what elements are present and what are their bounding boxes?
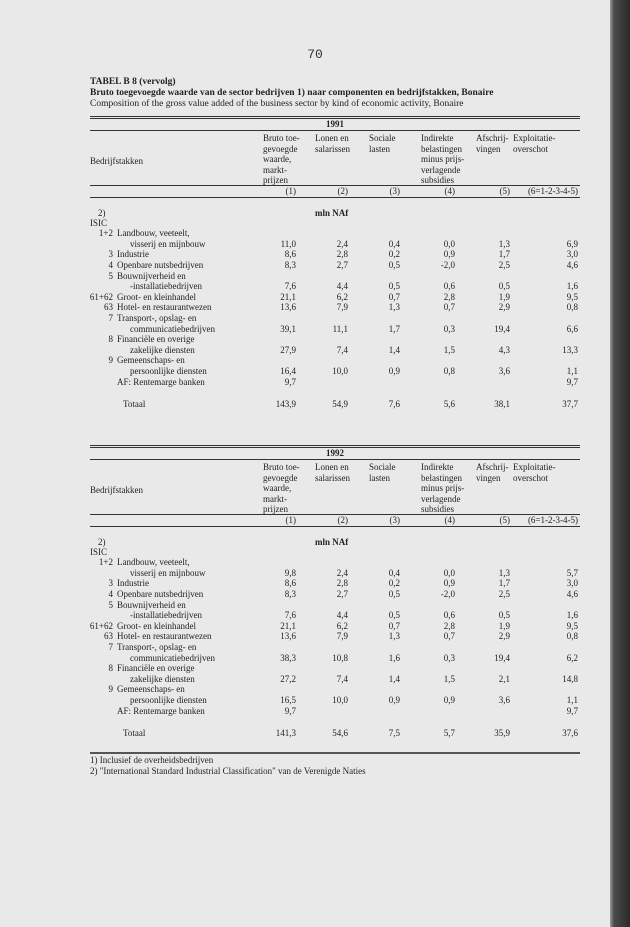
cell-value: 1,3 (388, 302, 400, 313)
cell-value: 0,7 (388, 291, 400, 302)
row-label: AF: Rentemarge banken (117, 705, 205, 716)
isic-label: ISIC (90, 217, 108, 228)
cell-value: 2,5 (498, 588, 510, 599)
cell-value: 1,4 (388, 344, 400, 355)
column-header: gevoegde (263, 143, 298, 154)
column-header: belastingen (421, 472, 462, 483)
cell-value: 1,7 (498, 578, 510, 589)
isic-code: 3 (108, 578, 113, 589)
column-number: (4) (444, 186, 455, 196)
row-label: persoonlijke diensten (130, 694, 207, 705)
footnote-divider (90, 752, 580, 754)
cell-value: 8,6 (284, 249, 296, 260)
column-header: gevoegde (263, 472, 298, 483)
column-number: (2) (337, 186, 348, 196)
cell-value: 0,9 (443, 694, 455, 705)
cell-value: 4,6 (566, 259, 578, 270)
row-label: Industrie (117, 249, 149, 260)
cell-value: 0,5 (388, 259, 400, 270)
unit-label: mln NAf (315, 208, 349, 218)
cell-value: 13,3 (562, 344, 578, 355)
cell-value: 10,0 (332, 365, 348, 376)
cell-value: 7,6 (284, 281, 296, 292)
header-bottom-rule (90, 197, 580, 198)
column-header: minus prijs- (421, 483, 465, 494)
cell-value: 2,8 (443, 620, 455, 631)
column-header: Indirekte (421, 462, 454, 472)
row-label: zakelijke diensten (130, 673, 195, 684)
cell-value: 1,9 (498, 620, 510, 631)
table-id: TABEL B 8 (vervolg) (90, 77, 176, 87)
cell-value: 1,3 (498, 567, 510, 578)
row-label: Industrie (117, 578, 149, 589)
year-heading: 1991 (326, 119, 344, 129)
cell-value: 16,5 (280, 694, 296, 705)
cell-value: 2,7 (336, 588, 348, 599)
column-header: prijzen (263, 504, 288, 515)
column-number: (4) (444, 515, 455, 525)
page-number: 70 (307, 47, 323, 62)
total-value: 37,7 (562, 398, 578, 409)
cell-value: 0,0 (443, 238, 455, 249)
column-header: Lonen en (315, 462, 349, 472)
column-header: prijzen (263, 175, 288, 186)
column-header: waarde, (263, 154, 292, 165)
isic-label: ISIC (90, 546, 108, 557)
cell-value: 3,6 (498, 365, 510, 376)
cell-value: 8,3 (284, 588, 296, 599)
column-header: vingen (476, 143, 501, 154)
cell-value: 2,5 (498, 259, 510, 270)
row-label: Gemeenschaps- en (117, 355, 185, 366)
column-header: verlagende (421, 493, 461, 504)
cell-value: 4,3 (498, 344, 510, 355)
cell-value: 0,5 (498, 281, 510, 292)
cell-value: 1,1 (566, 694, 578, 705)
row-label: Transport-, opslag- en (117, 641, 197, 652)
cell-value: 6,2 (566, 652, 578, 663)
total-value: 7,5 (388, 727, 400, 738)
row-label: Transport-, opslag- en (117, 312, 197, 323)
column-header: markt- (263, 493, 287, 504)
total-value: 5,6 (443, 398, 455, 409)
cell-value: 3,6 (498, 694, 510, 705)
row-label: Hotel- en restaurantwezen (117, 302, 212, 313)
cell-value: 5,7 (566, 567, 578, 578)
cell-value: 1,9 (498, 291, 510, 302)
cell-value: -2,0 (440, 259, 455, 270)
column-header: lasten (369, 143, 390, 154)
column-header: markt- (263, 164, 287, 175)
cell-value: 0,2 (388, 249, 400, 260)
cell-value: 2,8 (336, 578, 348, 589)
cell-value: 0,4 (388, 567, 400, 578)
column-number: (5) (499, 515, 510, 525)
cell-value: 1,4 (388, 673, 400, 684)
isic-code: 7 (108, 312, 113, 323)
row-label: Groot- en kleinhandel (117, 291, 196, 302)
row-label: Openbare nutsbedrijven (117, 259, 204, 270)
cell-value: 19,4 (494, 323, 510, 334)
row-label: AF: Rentemarge banken (117, 376, 205, 387)
row-label: Landbouw, veeteelt, (117, 228, 190, 239)
total-value: 35,9 (494, 727, 510, 738)
cell-value: 9,7 (566, 705, 578, 716)
cell-value: 11,0 (280, 238, 296, 249)
total-value: 38,1 (494, 398, 510, 409)
cell-value: 1,6 (566, 610, 578, 621)
column-header: waarde, (263, 483, 292, 494)
column-header: Exploitatie- (513, 133, 556, 143)
row-label: communicatiebedrijven (130, 323, 215, 334)
column-header: overschot (513, 143, 548, 154)
column-header: verlagende (421, 164, 461, 175)
row-label: Financiële en overige (117, 334, 195, 345)
total-label: Totaal (123, 727, 146, 738)
isic-code: 4 (108, 588, 113, 599)
column-header: Bruto toe- (263, 462, 300, 472)
total-value: 5,7 (443, 727, 455, 738)
cell-value: 1,5 (443, 673, 455, 684)
header-bottom-rule (90, 526, 580, 527)
row-label: -installatiebedrijven (130, 281, 202, 292)
isic-code: 61+62 (89, 620, 113, 631)
column-header: Sociale (369, 462, 396, 472)
year-rule (90, 130, 580, 131)
cell-value: 0,9 (388, 694, 400, 705)
cell-value: 27,2 (280, 673, 296, 684)
cell-value: 2,4 (336, 567, 348, 578)
row-label: Bouwnijverheid en (117, 270, 186, 281)
cell-value: 16,4 (280, 365, 296, 376)
table-title-nl: Bruto toegevoegde waarde van de sector bedrijven 1) naar componenten en bedrijfstakken, Bonaire (90, 88, 494, 98)
isic-code: 1+2 (98, 228, 113, 239)
row-label: Hotel- en restaurantwezen (117, 631, 212, 642)
cell-value: 0,7 (443, 631, 455, 642)
row-label: zakelijke diensten (130, 344, 195, 355)
cell-value: 0,6 (443, 281, 455, 292)
cell-value: 0,2 (388, 578, 400, 589)
row-label: Openbare nutsbedrijven (117, 588, 204, 599)
column-number: (2) (337, 515, 348, 525)
cell-value: 0,9 (443, 249, 455, 260)
row-label: visserij en mijnbouw (130, 567, 206, 578)
cell-value: 9,8 (284, 567, 296, 578)
row-label: Groot- en kleinhandel (117, 620, 196, 631)
cell-value: 21,1 (280, 620, 296, 631)
column-header: overschot (513, 472, 548, 483)
isic-code: 4 (108, 259, 113, 270)
cell-value: 9,7 (284, 705, 296, 716)
cell-value: 0,8 (443, 365, 455, 376)
cell-value: 7,9 (336, 631, 348, 642)
row-label: Bouwnijverheid en (117, 599, 186, 610)
isic-code: 61+62 (89, 291, 113, 302)
row-label: visserij en mijnbouw (130, 238, 206, 249)
footnote-2: 2) "International Standard Industrial Classification" van de Verenigde Naties (90, 766, 366, 776)
cell-value: 0,0 (443, 567, 455, 578)
cell-value: 3,0 (566, 578, 578, 589)
cell-value: 0,5 (388, 281, 400, 292)
cell-value: 6,2 (336, 291, 348, 302)
cell-value: 0,5 (388, 588, 400, 599)
cell-value: 0,5 (498, 610, 510, 621)
column-number: (3) (389, 186, 400, 196)
cell-value: 7,9 (336, 302, 348, 313)
total-value: 7,6 (388, 398, 400, 409)
isic-code: 9 (108, 684, 113, 695)
cell-value: 0,8 (566, 302, 578, 313)
cell-value: 7,6 (284, 610, 296, 621)
cell-value: 1,5 (443, 344, 455, 355)
column-number: (6=1-2-3-4-5) (527, 186, 578, 196)
column-header: Lonen en (315, 133, 349, 143)
cell-value: 2,4 (336, 238, 348, 249)
isic-code: 7 (108, 641, 113, 652)
cell-value: 19,4 (494, 652, 510, 663)
cell-value: 1,3 (498, 238, 510, 249)
column-header: salarissen (315, 143, 350, 154)
year-rule (90, 459, 580, 460)
note-ref: 2) (98, 537, 106, 547)
column-header: subsidies (421, 504, 455, 515)
row-label: -installatiebedrijven (130, 610, 202, 621)
note-ref: 2) (98, 208, 106, 218)
column-number: (1) (285, 186, 296, 196)
cell-value: 21,1 (280, 291, 296, 302)
cell-value: 0,9 (388, 365, 400, 376)
isic-code: 3 (108, 249, 113, 260)
column-header: Bruto toe- (263, 133, 300, 143)
cell-value: 1,3 (388, 631, 400, 642)
column-header: Afschrij- (476, 133, 509, 143)
cell-value: 6,2 (336, 620, 348, 631)
cell-value: 0,3 (443, 323, 455, 334)
year-heading: 1992 (326, 448, 344, 458)
isic-code: 63 (104, 631, 113, 642)
total-label: Totaal (123, 398, 146, 409)
row-label: communicatiebedrijven (130, 652, 215, 663)
cell-value: 2,1 (498, 673, 510, 684)
row-label: Gemeenschaps- en (117, 684, 185, 695)
column-header: Exploitatie- (513, 462, 556, 472)
cell-value: -2,0 (440, 588, 455, 599)
cell-value: 1,1 (566, 365, 578, 376)
cell-value: 0,5 (388, 610, 400, 621)
cell-value: 4,6 (566, 588, 578, 599)
cell-value: 0,9 (443, 578, 455, 589)
cell-value: 3,0 (566, 249, 578, 260)
cell-value: 1,7 (498, 249, 510, 260)
cell-value: 1,6 (388, 652, 400, 663)
cell-value: 6,6 (566, 323, 578, 334)
isic-code: 63 (104, 302, 113, 313)
cell-value: 0,8 (566, 631, 578, 642)
total-value: 37,6 (562, 727, 578, 738)
cell-value: 27,9 (280, 344, 296, 355)
cell-value: 8,3 (284, 259, 296, 270)
cell-value: 0,7 (443, 302, 455, 313)
column-header: salarissen (315, 472, 350, 483)
row-header: Bedrijfstakken (90, 485, 143, 496)
cell-value: 10,0 (332, 694, 348, 705)
cell-value: 6,9 (566, 238, 578, 249)
total-value: 54,6 (332, 727, 348, 738)
row-label: Financiële en overige (117, 663, 195, 674)
isic-code: 9 (108, 355, 113, 366)
row-label: Landbouw, veeteelt, (117, 557, 190, 568)
cell-value: 0,3 (443, 652, 455, 663)
column-number: (6=1-2-3-4-5) (527, 515, 578, 525)
column-header: belastingen (421, 143, 462, 154)
table-title-en: Composition of the gross value added of the business sector by kind of economic activity, Bonaire (90, 99, 464, 109)
cell-value: 9,7 (284, 376, 296, 387)
cell-value: 38,3 (280, 652, 296, 663)
cell-value: 8,6 (284, 578, 296, 589)
isic-code: 8 (108, 334, 113, 345)
cell-value: 0,4 (388, 238, 400, 249)
footnote-1: 1) Inclusief de overheidsbedrijven (90, 755, 214, 765)
column-header: subsidies (421, 175, 455, 186)
cell-value: 2,8 (336, 249, 348, 260)
cell-value: 14,8 (562, 673, 578, 684)
cell-value: 9,5 (566, 291, 578, 302)
page-binding-edge (610, 0, 630, 927)
column-header: vingen (476, 472, 501, 483)
row-header: Bedrijfstakken (90, 156, 143, 167)
total-value: 143,9 (275, 398, 296, 409)
cell-value: 4,4 (336, 281, 348, 292)
cell-value: 13,6 (280, 302, 296, 313)
column-number: (1) (285, 515, 296, 525)
cell-value: 7,4 (336, 673, 348, 684)
cell-value: 2,9 (498, 631, 510, 642)
header-rule (90, 185, 580, 186)
cell-value: 1,7 (388, 323, 400, 334)
column-header: minus prijs- (421, 154, 465, 165)
cell-value: 2,8 (443, 291, 455, 302)
cell-value: 9,5 (566, 620, 578, 631)
column-number: (3) (389, 515, 400, 525)
cell-value: 2,7 (336, 259, 348, 270)
cell-value: 1,6 (566, 281, 578, 292)
column-header: Afschrij- (476, 462, 509, 472)
cell-value: 0,6 (443, 610, 455, 621)
cell-value: 2,9 (498, 302, 510, 313)
cell-value: 10,8 (332, 652, 348, 663)
isic-code: 5 (108, 270, 113, 281)
cell-value: 0,7 (388, 620, 400, 631)
total-value: 141,3 (275, 727, 296, 738)
cell-value: 7,4 (336, 344, 348, 355)
total-value: 54,9 (332, 398, 348, 409)
cell-value: 9,7 (566, 376, 578, 387)
row-label: persoonlijke diensten (130, 365, 207, 376)
cell-value: 39,1 (280, 323, 296, 334)
cell-value: 13,6 (280, 631, 296, 642)
column-header: lasten (369, 472, 390, 483)
column-header: Sociale (369, 133, 396, 143)
header-rule (90, 514, 580, 515)
unit-label: mln NAf (315, 537, 349, 547)
column-number: (5) (499, 186, 510, 196)
column-header: Indirekte (421, 133, 454, 143)
isic-code: 8 (108, 663, 113, 674)
isic-code: 1+2 (98, 557, 113, 568)
cell-value: 4,4 (336, 610, 348, 621)
isic-code: 5 (108, 599, 113, 610)
cell-value: 11,1 (332, 323, 348, 334)
